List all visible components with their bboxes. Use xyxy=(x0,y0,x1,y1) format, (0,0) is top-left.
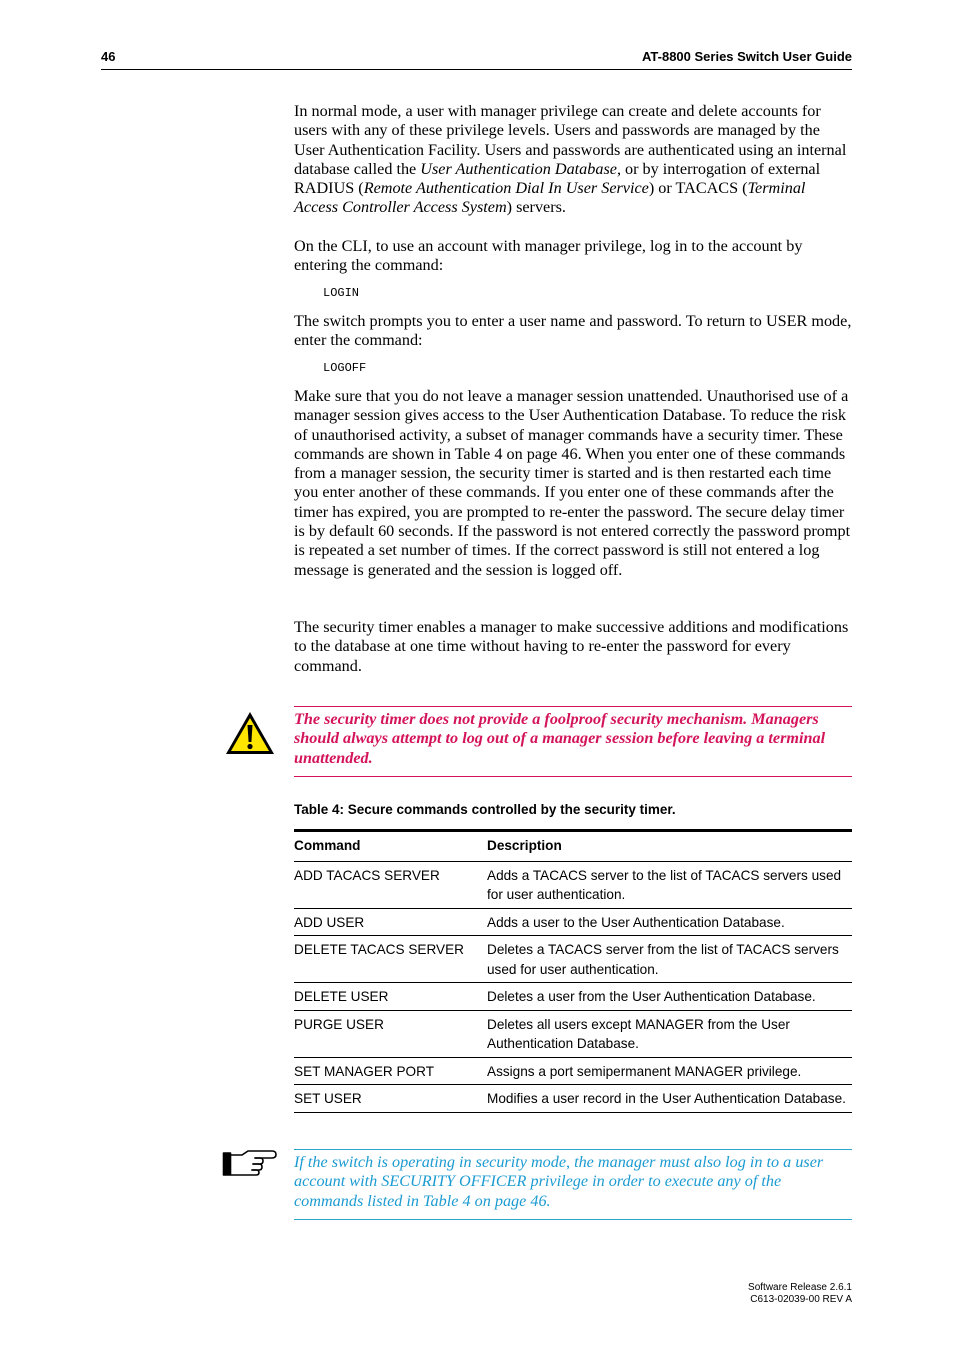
info-note: If the switch is operating in security mode, the manager must also log in to a user account with SECURITY OFFICER privilege in order to execute any of the commands listed in Table 4 on page 46. xyxy=(294,1149,852,1220)
paragraph-security-timer: Make sure that you do not leave a manager session unattended. Unauthorised use of a manager session gives access to the User Authentication Database. To reduce the risk of unauthorised activity, a subset of manager commands have a security timer. These commands are shown in Table 4 on page 46. When you enter one of these commands from a manager session, the security timer is started and is then restarted each time you enter another of these commands. If you enter one of these commands after the timer has expired, you are prompted to re-enter the password. The secure delay timer is by default 60 seconds. If the password is not entered correctly the password prompt is repeated a set number of times. If the correct password is still not entered a log message is generated and the session is logged off. xyxy=(294,387,851,579)
table-row xyxy=(294,936,852,983)
description-cell: Deletes all users except MANAGER from the User Authentication Database. xyxy=(487,1016,790,1051)
description-cell: Deletes a user from the User Authentication Database. xyxy=(487,989,816,1004)
table-row xyxy=(294,1085,852,1113)
table-caption: Table 4: Secure commands controlled by the security timer. xyxy=(294,802,676,817)
page-number: 46 xyxy=(101,49,116,64)
table-row xyxy=(294,1010,852,1057)
paragraph-successive-additions: The security timer enables a manager to make successive additions and modifications to the database at one time without having to re-enter the password for every command. xyxy=(294,618,849,675)
description-cell: Modifies a user record in the User Authentication Database. xyxy=(487,1091,846,1106)
command-cell: ADD USER xyxy=(294,914,365,930)
description-cell: Adds a user to the User Authentication Database. xyxy=(487,914,785,930)
command-login: LOGIN xyxy=(323,286,360,300)
command-cell: SET USER xyxy=(294,1091,362,1106)
page-footer xyxy=(748,1282,852,1306)
table-row xyxy=(294,983,852,1011)
document-number: C613-02039-00 REV A xyxy=(750,1294,852,1305)
description-cell: Assigns a port semipermanent MANAGER privilege. xyxy=(487,1063,802,1079)
command-cell: DELETE USER xyxy=(294,989,389,1004)
command-cell: PURGE USER xyxy=(294,1016,384,1032)
command-logoff: LOGOFF xyxy=(323,361,367,375)
warning-triangle-icon xyxy=(224,710,276,756)
table-row xyxy=(294,1057,852,1085)
paragraph-login: On the CLI, to use an account with manager privilege, log in to the account by entering the command: xyxy=(294,237,803,275)
table-row xyxy=(294,908,852,936)
command-cell: ADD TACACS SERVER xyxy=(294,867,440,883)
table-row xyxy=(294,861,852,908)
description-cell: Deletes a TACACS server from the list of TACACS servers used for user authentication. xyxy=(487,942,839,977)
paragraph-logoff: The switch prompts you to enter a user name and password. To return to USER mode, enter the command: xyxy=(294,312,852,350)
caution-note: The security timer does not provide a foolproof security mechanism. Managers should always attempt to log out of a manager session before leaving a terminal unattended. xyxy=(294,706,852,777)
table-header-row xyxy=(294,831,852,862)
running-title: AT-8800 Series Switch User Guide xyxy=(641,49,852,64)
page-header xyxy=(101,47,852,70)
command-cell: DELETE TACACS SERVER xyxy=(294,942,464,957)
description-cell: Adds a TACACS server to the list of TACACS servers used for user authentication. xyxy=(487,867,842,902)
command-cell: SET MANAGER PORT xyxy=(294,1063,434,1079)
paragraph-authentication: In normal mode, a user with manager privilege can create and delete accounts for users with any of these privilege levels. Users and passwords are managed by the User Authentication Facility. Users and passwords are authenticated using an internal database called the User Authentication Database, or by interrogation of external RADIUS (Remote Authentication Dial In User Service) or TACACS (Terminal Access Controller Access System) servers. xyxy=(294,102,847,217)
secure-commands-table xyxy=(294,829,852,1113)
column-header-description: Description xyxy=(487,838,562,853)
column-header-command: Command xyxy=(294,838,361,853)
software-release: Software Release 2.6.1 xyxy=(748,1282,852,1293)
pointing-hand-icon xyxy=(222,1148,278,1178)
